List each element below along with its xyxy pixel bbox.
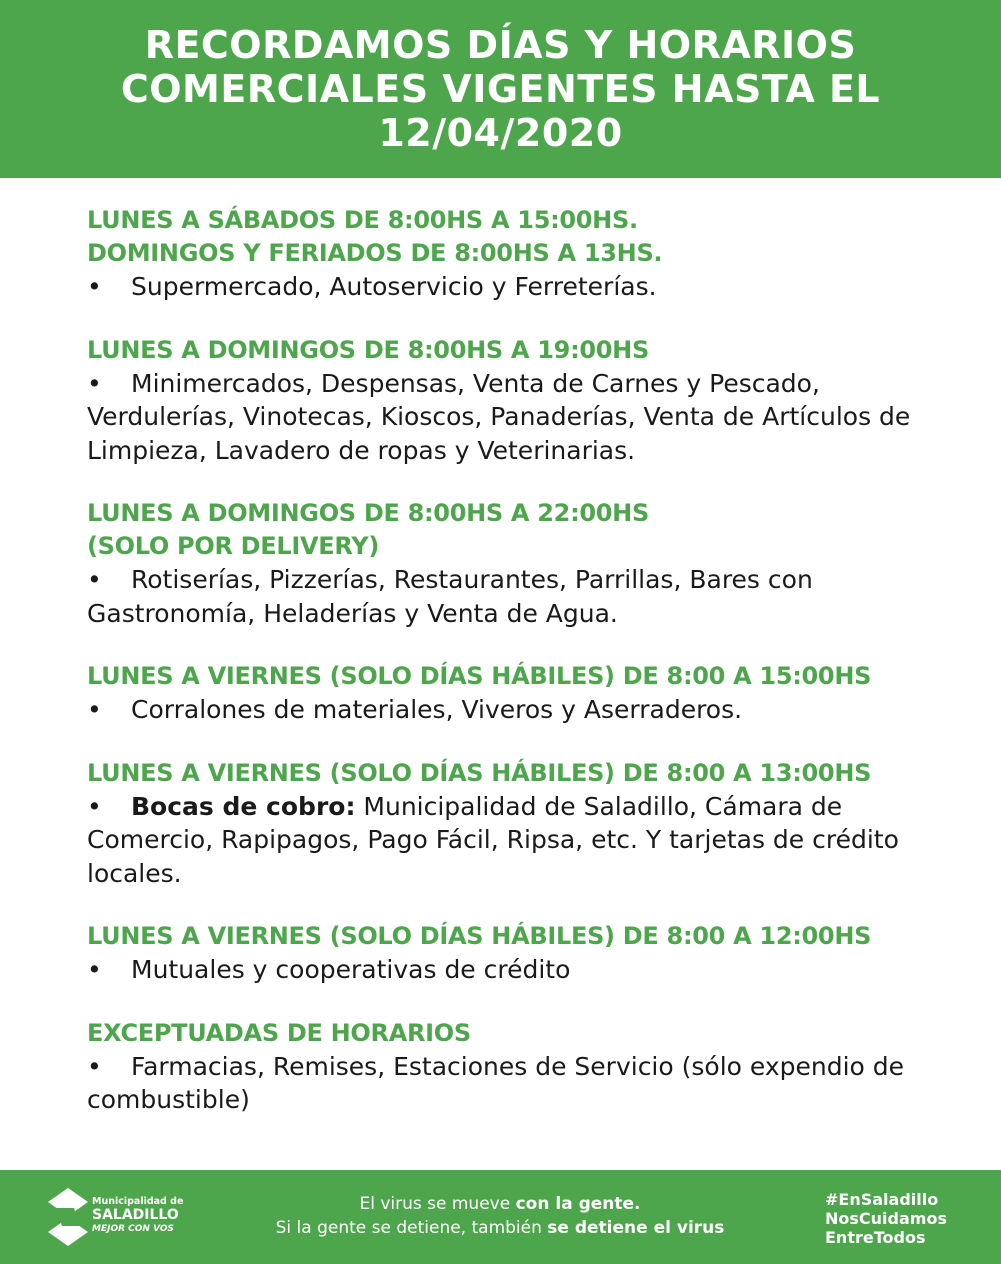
section-title: LUNES A VIERNES (SOLO DÍAS HÁBILES) DE 8:00 A 15:00HS — [87, 662, 872, 690]
hashtag-2: NosCuidamos — [825, 1209, 947, 1228]
item-text: Municipalidad de Saladillo, Cámara de Comercio, Rapipagos, Pago Fácil, Ripsa, etc. Y tarjetas de crédito locales. — [87, 791, 899, 888]
logo-line-2: SALADILLO — [92, 1207, 179, 1223]
bullet-icon: • — [87, 695, 102, 724]
item-text: Corralones de materiales, Viveros y Aserraderos. — [131, 695, 743, 724]
list-item — [87, 953, 917, 987]
section-supermercados — [87, 204, 917, 304]
hashtag-3: EntreTodos — [825, 1228, 926, 1247]
section-minimercados — [87, 334, 917, 468]
logo-line-1: Municipalidad de — [92, 1196, 184, 1207]
item-text: Rotiserías, Pizzerías, Restaurantes, Parrillas, Bares con Gastronomía, Heladerías y Venta de Agua. — [87, 565, 813, 628]
logo-text — [92, 1196, 183, 1235]
slogan-text: Si la gente se detiene, también — [275, 1218, 548, 1238]
slogan-text: El virus se mueve — [359, 1194, 516, 1214]
footer-hashtags — [825, 1190, 947, 1247]
section-title: DOMINGOS Y FERIADOS DE 8:00HS A 13HS. — [87, 239, 663, 267]
bullet-icon: • — [87, 565, 102, 594]
item-text: Farmacias, Remises, Estaciones de Servicio (sólo expendio de combustible) — [87, 1051, 905, 1114]
header-line-1: RECORDAMOS DÍAS Y HORARIOS — [144, 23, 857, 67]
bullet-icon: • — [87, 272, 102, 301]
slogan-emphasis: se detiene el virus — [547, 1218, 725, 1238]
section-delivery — [87, 497, 917, 630]
section-bocas-de-cobro — [87, 757, 917, 891]
footer-banner — [0, 1170, 1001, 1264]
slogan-emphasis: con la gente. — [515, 1194, 641, 1214]
section-title: LUNES A VIERNES (SOLO DÍAS HÁBILES) DE 8:00 A 13:00HS — [87, 758, 872, 787]
section-title: LUNES A DOMINGOS DE 8:00HS A 19:00HS — [87, 335, 649, 364]
header-line-3: 12/04/2020 — [378, 111, 623, 155]
list-item — [87, 693, 917, 727]
hashtag-1: #EnSaladillo — [825, 1190, 939, 1209]
section-title: EXCEPTUADAS DE HORARIOS — [87, 1018, 471, 1047]
item-text: Supermercado, Autoservicio y Ferreterías. — [131, 272, 657, 301]
list-item — [87, 790, 917, 891]
footer-slogan — [250, 1192, 750, 1240]
section-title: LUNES A DOMINGOS DE 8:00HS A 22:00HS — [87, 499, 649, 527]
schedule-list — [87, 204, 917, 1147]
bullet-icon: • — [87, 955, 102, 984]
item-text: Mutuales y cooperativas de crédito — [131, 955, 571, 984]
header-line-2: COMERCIALES VIGENTES HASTA EL — [120, 67, 881, 111]
bullet-icon: • — [87, 368, 102, 398]
slogan-line-1 — [250, 1192, 750, 1216]
header-banner — [0, 0, 1001, 178]
item-bold-prefix: Bocas de cobro: — [131, 791, 356, 821]
section-title: LUNES A VIERNES (SOLO DÍAS HÁBILES) DE 8:00 A 12:00HS — [87, 922, 872, 950]
section-title: (SOLO POR DELIVERY) — [87, 532, 380, 560]
bullet-icon: • — [87, 1051, 102, 1081]
bullet-icon: • — [87, 791, 102, 821]
municipal-logo — [48, 1188, 198, 1248]
list-item — [87, 270, 917, 304]
section-title: LUNES A SÁBADOS DE 8:00HS A 15:00HS. — [87, 206, 638, 234]
saladillo-logo-icon — [48, 1188, 88, 1246]
section-mutuales — [87, 920, 917, 987]
list-item — [87, 367, 917, 468]
logo-line-3: MEJOR CON VOS — [92, 1224, 175, 1234]
list-item — [87, 1050, 917, 1117]
list-item — [87, 563, 917, 630]
slogan-line-2 — [250, 1216, 750, 1240]
section-corralones — [87, 660, 917, 727]
section-exceptuadas — [87, 1017, 917, 1117]
item-text: Minimercados, Despensas, Venta de Carnes y Pescado, Verdulerías, Vinotecas, Kioscos, Panaderías, Venta de Artículos de Limpieza, Lavadero de ropas y Veterinarias. — [87, 368, 911, 465]
